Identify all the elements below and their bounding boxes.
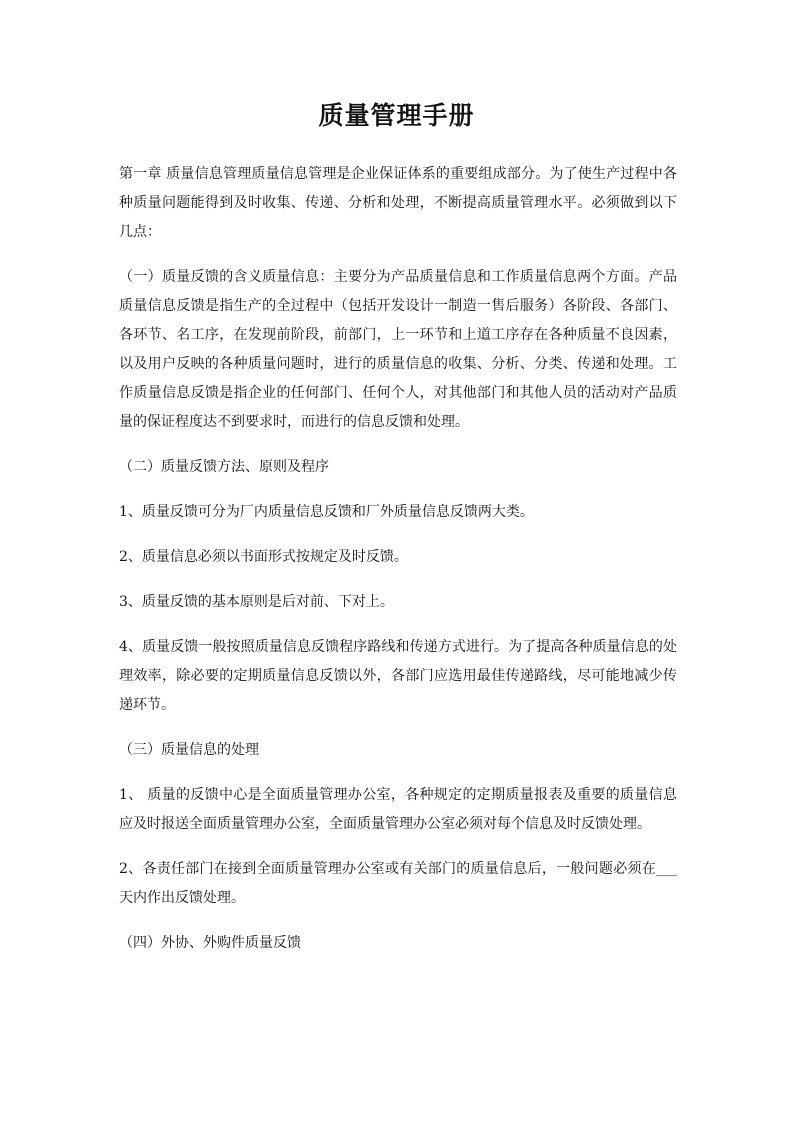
list-item: 3、质量反馈的基本原则是后对前、下对上。 [119, 594, 394, 610]
list-item: 1、质量反馈可分为厂内质量信息反馈和厂外质量信息反馈两大类。 [119, 504, 534, 520]
paragraph-section-1-definition: （一）质量反馈的含义质量信息：主要分为产品质量信息和工作质量信息两个方面。产品质量信息反馈是指生产的全过程中（包括开发设计一制造一售后服务）各阶段、各部门、各环节、名工序，在发现前阶段，前部门，上一环节和上道工序存在各种质量不良因素，以及用户反映的各种质量问题时，进行的质量信息的收集、分析、分类、传递和处理。工作质量信息反馈是指企业的任何部门、任何个人，对其他部门和其他人员的活动对产品质量的保证程度达不到要求时，而进行的信息反馈和处理。 [119, 269, 677, 430]
list-item: 4、质量反馈一般按照质量信息反馈程序路线和传递方式进行。为了提高各种质量信息的处理效率，除必要的定期质量信息反馈以外，各部门应选用最佳传递路线，尽可能地减少传递环节。 [119, 639, 677, 713]
list-item: 2、质量信息必须以书面形式按规定及时反馈。 [119, 549, 408, 565]
section-heading-2: （二）质量反馈方法、原则及程序 [119, 459, 329, 475]
list-item: 1、 质量的反馈中心是全面质量管理办公室，各种规定的定期质量报表及重要的质量信息应及时报送全面质量管理办公室，全面质量管理办公室必须对每个信息及时反馈处理。 [119, 787, 677, 832]
paragraph-chapter-intro: 第一章 质量信息管理质量信息管理是企业保证体系的重要组成部分。为了使生产过程中各种质量问题能得到及时收集、传递、分析和处理，不断提高质量管理水平。必须做到以下几点： [119, 166, 677, 240]
list-item: 2、各责任部门在接到全面质量管理办公室或有关部门的质量信息后，一般问题必须在___天内作出反馈处理。 [119, 861, 677, 906]
document-title: 质量管理手册 [318, 101, 475, 130]
document-body [119, 160, 677, 974]
section-heading-4: （四）外协、外购件质量反馈 [119, 935, 301, 951]
section-heading-3: （三）质量信息的处理 [119, 742, 259, 758]
